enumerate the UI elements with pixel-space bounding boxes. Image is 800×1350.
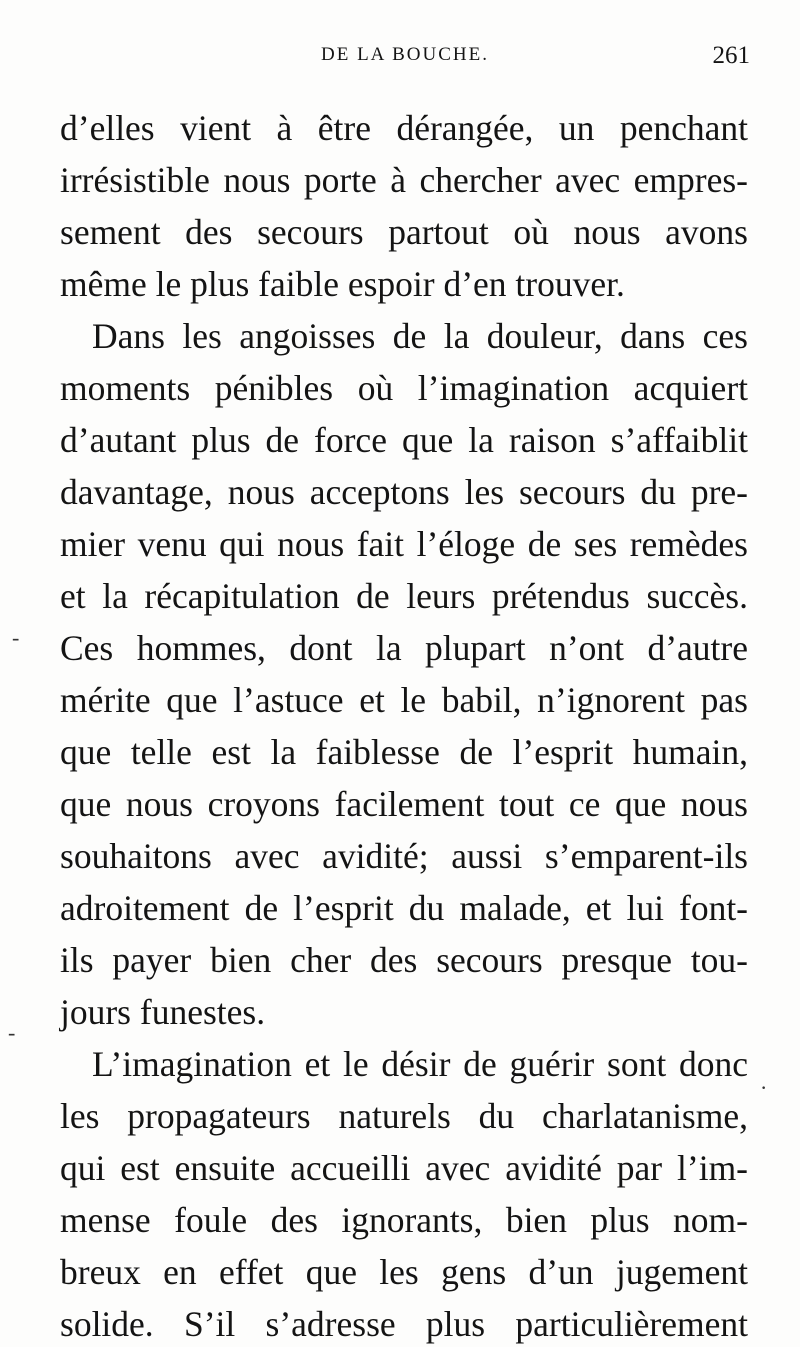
text-line: breux en effet que les gens d’un jugement: [60, 1252, 748, 1292]
text-line: sement des secours partout où nous avons: [60, 212, 748, 252]
text-line: mérite que l’astuce et le babil, n’ignorent pas: [60, 680, 748, 720]
text-line: même le plus faible espoir d’en trouver.: [60, 264, 625, 304]
text-line: ils payer bien cher des secours presque tou-: [60, 940, 748, 980]
text-line: moments pénibles où l’imagination acquiert: [60, 368, 748, 408]
running-head: [60, 44, 750, 74]
text-line: et la récapitulation de leurs prétendus succès.: [60, 576, 748, 616]
paragraph-first-line: Dans les angoisses de la douleur, dans ces: [92, 316, 748, 356]
margin-dash-mark: -: [8, 1020, 16, 1045]
text-line: davantage, nous acceptons les secours du pre-: [60, 472, 748, 512]
running-title: DE LA BOUCHE.: [321, 44, 489, 65]
paragraph-first-line: L’imagination et le désir de guérir sont donc: [92, 1044, 748, 1084]
text-line: mense foule des ignorants, bien plus nom-: [60, 1200, 748, 1240]
page-number: 261: [712, 42, 750, 69]
text-line: les propagateurs naturels du charlatanisme,: [60, 1096, 748, 1136]
text-line: mier venu qui nous fait l’éloge de ses remèdes: [60, 524, 748, 564]
margin-dash-mark: -: [12, 625, 20, 650]
text-line: solide. S’il s’adresse plus particulièrement: [60, 1304, 748, 1344]
text-line: Ces hommes, dont la plupart n’ont d’autre: [60, 628, 748, 668]
text-line: souhaitons avec avidité; aussi s’emparent-ils: [60, 836, 748, 876]
text-line: d’autant plus de force que la raison s’affaiblit: [60, 420, 748, 460]
text-line: qui est ensuite accueilli avec avidité par l’im-: [60, 1148, 748, 1188]
margin-dot-mark: ·: [760, 1075, 768, 1100]
text-line: d’elles vient à être dérangée, un penchant: [60, 108, 748, 148]
text-line: jours funestes.: [60, 992, 266, 1032]
text-line: adroitement de l’esprit du malade, et lui font-: [60, 888, 748, 928]
text-line: irrésistible nous porte à chercher avec empres-: [60, 160, 748, 200]
text-line: que nous croyons facilement tout ce que nous: [60, 784, 748, 824]
text-line: que telle est la faiblesse de l’esprit humain,: [60, 732, 748, 772]
